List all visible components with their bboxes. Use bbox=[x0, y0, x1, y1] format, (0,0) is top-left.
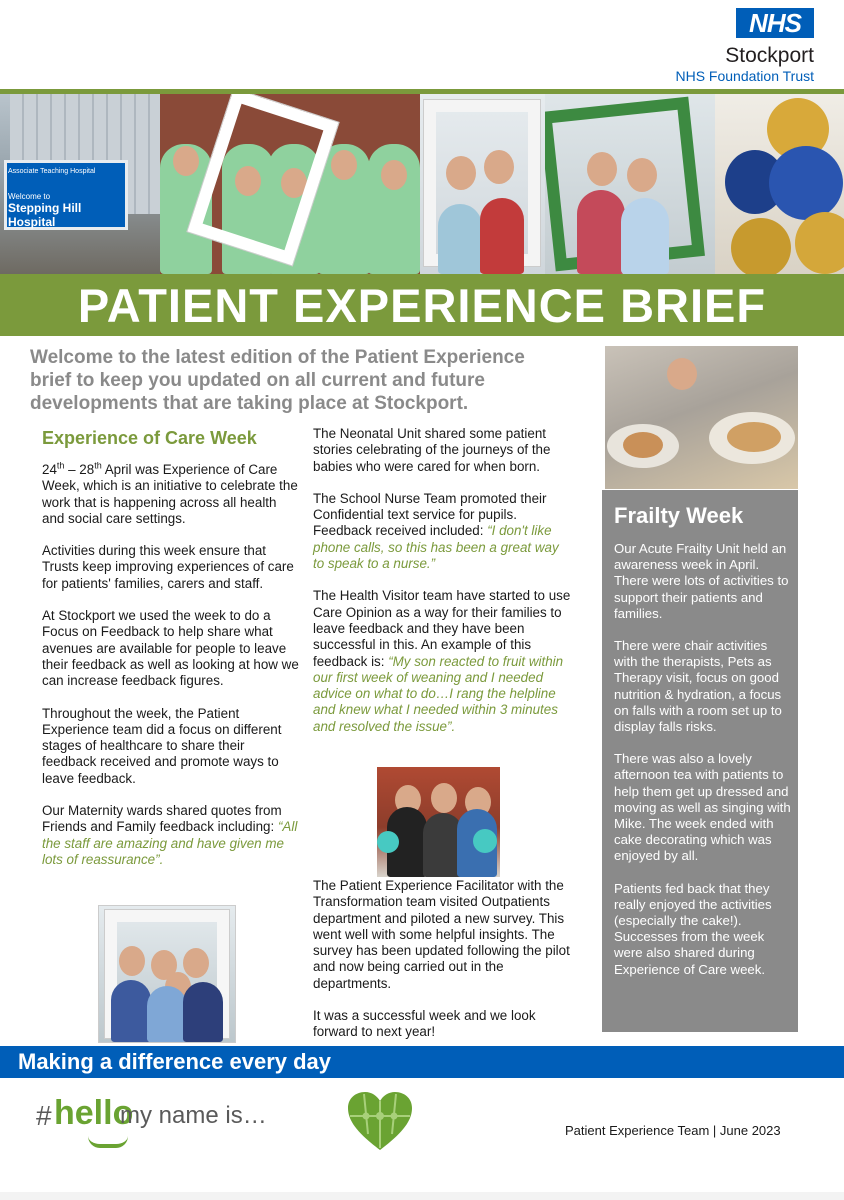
staff-person bbox=[577, 190, 625, 274]
stories-paragraph: It was a successful week and we look forward to next year! bbox=[313, 1008, 536, 1040]
experience-column bbox=[42, 462, 302, 884]
sign-main-text bbox=[8, 192, 126, 229]
sign-hospital-name: Stepping Hill Hospital bbox=[8, 201, 82, 229]
staff-person bbox=[111, 980, 151, 1042]
hello-hash: # bbox=[36, 1100, 52, 1131]
stories-paragraph bbox=[313, 491, 573, 572]
staff-person bbox=[480, 198, 524, 274]
org-name: Stockport bbox=[725, 44, 814, 67]
staff-person bbox=[438, 204, 482, 274]
frailty-paragraph: Patients fed back that they really enjoyed the activities (especially the cake!). Successes from the week were also shared during Experience of Care week. bbox=[614, 880, 772, 977]
staff-head bbox=[183, 948, 209, 978]
date-ordinal: th bbox=[56, 460, 65, 471]
photo-wellbeing-frame bbox=[545, 94, 715, 274]
welcome-intro: Welcome to the latest edition of the Patient Experience brief to keep you updated on all current and future developments that are taking place at Stockport. bbox=[30, 347, 525, 414]
food-image bbox=[623, 432, 663, 458]
smile-icon bbox=[88, 1136, 128, 1148]
photo-care-week-frame bbox=[420, 94, 545, 274]
tagline: Making a difference every day bbox=[18, 1049, 332, 1074]
experience-paragraph bbox=[42, 462, 302, 527]
staff-head bbox=[381, 160, 407, 190]
stories-paragraph bbox=[313, 588, 573, 735]
frailty-paragraph: There were chair activities with the therapists, Pets as Therapy visit, focus on good nutrition & hydration, a focus on falls with a room set up to display falls risks. bbox=[614, 638, 782, 735]
experience-paragraph: At Stockport we used the week to do a Focus on Feedback to help share what avenues are available for people to leave their feedback as well as looking at how we can increase feedback figures. bbox=[42, 608, 299, 689]
photo-staff-frame bbox=[98, 905, 236, 1043]
feedback-quote: “My son reacted to fruit within our first week of weaning and I needed advice on what to do…I rang the helpline and knew what I needed within 3 minutes and resolved the issue”. bbox=[313, 653, 564, 734]
teal-balloon bbox=[377, 831, 399, 853]
gold-balloon bbox=[795, 212, 844, 274]
paragraph-text: The School Nurse Team promoted their Confidential text service for pupils. Feedback received included: bbox=[313, 490, 547, 539]
gold-balloon bbox=[731, 218, 791, 274]
patient-head bbox=[667, 358, 697, 390]
stories-paragraph: The Patient Experience Facilitator with the Transformation team visited Outpatients department and piloted a new survey. This went well with some helpful insights. The survey has been updated following the pilot and now being carried out in the departments. bbox=[313, 878, 570, 991]
photo-balloons bbox=[715, 94, 844, 274]
team-date: Patient Experience Team | June 2023 bbox=[565, 1123, 781, 1138]
experience-paragraph: Throughout the week, the Patient Experience team did a focus on different stages of healthcare to share their feedback received and promote ways to leave feedback. bbox=[42, 705, 282, 786]
feedback-quote: “I don't like phone calls, so this has been a great way to speak to a nurse.” bbox=[313, 523, 559, 572]
stories-paragraph: The Neonatal Unit shared some patient stories celebrating of the journeys of the babies who were cared for when born. bbox=[313, 426, 551, 474]
bottom-edge bbox=[0, 1192, 844, 1200]
staff-head bbox=[627, 158, 657, 192]
experience-heading: Experience of Care Week bbox=[42, 428, 257, 448]
experience-paragraph: Activities during this week ensure that Trusts keep improving experiences of care for patients' families, carers and staff. bbox=[42, 543, 294, 591]
staff-head bbox=[446, 156, 476, 190]
frailty-heading: Frailty Week bbox=[614, 503, 744, 528]
hello-rest: my name is… bbox=[120, 1102, 267, 1129]
staff-person bbox=[183, 982, 223, 1042]
staff-head bbox=[119, 946, 145, 976]
org-subtitle: NHS Foundation Trust bbox=[675, 68, 814, 84]
date-ordinal: th bbox=[94, 460, 102, 471]
staff-head bbox=[587, 152, 617, 186]
stories-column-lower bbox=[313, 878, 575, 1057]
nhs-logo: NHS bbox=[736, 8, 814, 38]
staff-person bbox=[621, 198, 669, 274]
feedback-quote: “All the staff are amazing and have given me lots of reassurance”. bbox=[42, 819, 298, 867]
staff-head bbox=[484, 150, 514, 184]
frailty-text bbox=[614, 541, 792, 994]
photo-group-display bbox=[377, 767, 500, 877]
frailty-paragraph: Our Acute Frailty Unit held an awareness week in April. There were lots of activities to support their patients and families. bbox=[614, 541, 789, 621]
puzzle-heart-icon bbox=[346, 1090, 414, 1152]
frailty-paragraph: There was also a lovely afternoon tea with patients to help them get up dressed and moving as well as singing with Mike. The week ended with cake decorating which was enjoyed by all. bbox=[614, 751, 791, 864]
photo-afternoon-tea bbox=[605, 346, 798, 489]
photo-strip bbox=[0, 94, 844, 274]
food-image bbox=[727, 422, 781, 452]
staff-person bbox=[147, 986, 187, 1042]
stories-column bbox=[313, 426, 573, 751]
page-title: PATIENT EXPERIENCE BRIEF bbox=[77, 279, 767, 332]
staff-head bbox=[173, 146, 199, 176]
paragraph-text: April was Experience of Care Week, which is an initiative to celebrate the work that is happening across all health and social care settings. bbox=[42, 462, 298, 526]
hello-word: hello bbox=[54, 1094, 134, 1132]
paragraph-text: Our Maternity wards shared quotes from Friends and Family feedback including: bbox=[42, 803, 282, 835]
teal-balloon bbox=[473, 829, 497, 853]
staff-head bbox=[431, 783, 457, 813]
date-start: 24 bbox=[42, 462, 57, 477]
staff-head bbox=[331, 150, 357, 180]
photo-hospital-entrance bbox=[0, 94, 420, 274]
blue-balloon bbox=[769, 146, 843, 220]
paragraph-text: The Health Visitor team have started to use Care Opinion as a way for their families to leave feedback and they have been successful in this. An example of this feedback is: bbox=[313, 588, 571, 669]
experience-paragraph bbox=[42, 803, 302, 868]
sign-small-text: Associate Teaching Hospital bbox=[8, 168, 96, 175]
date-end: – 28 bbox=[64, 462, 95, 477]
hello-my-name-is-logo bbox=[18, 1092, 268, 1156]
sign-welcome-text: Welcome to bbox=[8, 192, 51, 201]
